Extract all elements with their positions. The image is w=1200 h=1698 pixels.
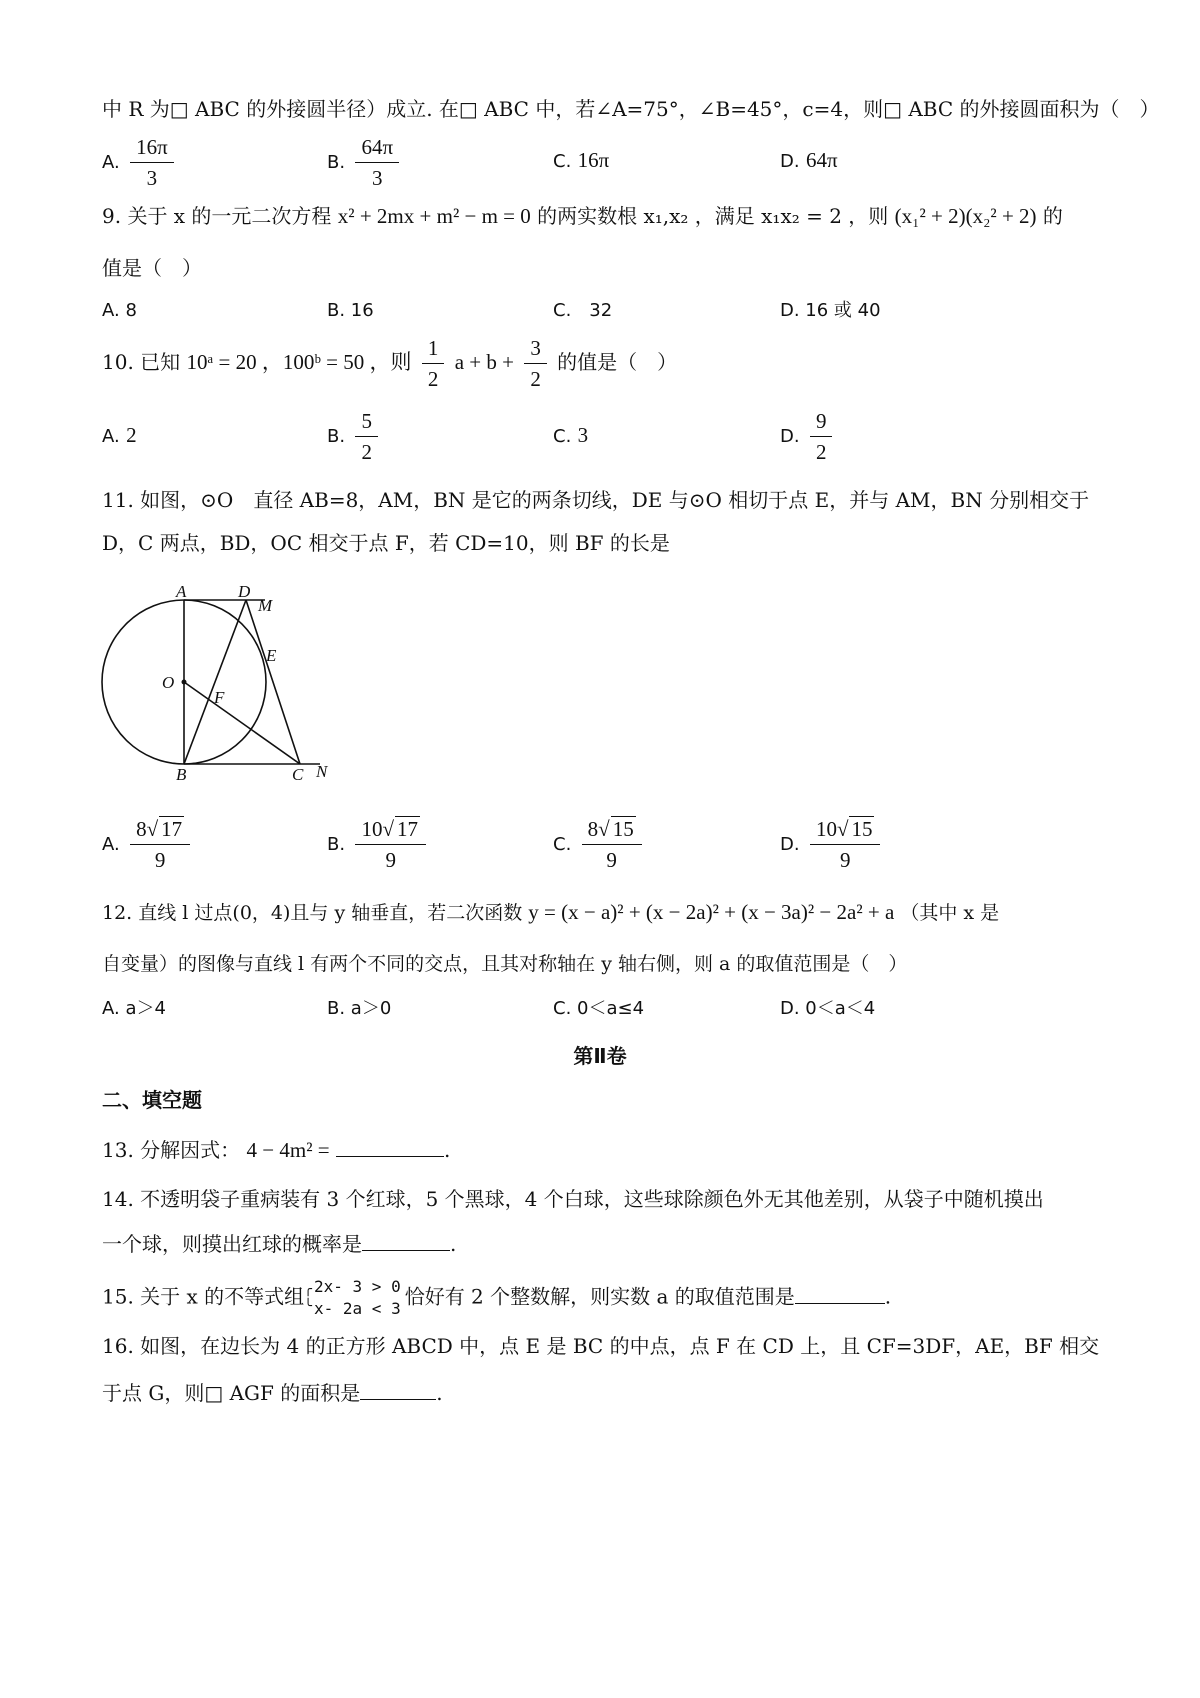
equation: x² + 2mx + m² − m = 0 — [337, 204, 531, 228]
q10-text: 10. 已知 10ᵃ = 20 ，100ᵇ = 50 ，则 $\frac{1}{2}$ a + b + $\frac{3}{2}$ 的值是（ ） — [102, 333, 677, 394]
answer-blank[interactable] — [795, 1281, 885, 1304]
q12-option-d[interactable]: D. 0＜a＜4 — [780, 998, 876, 1019]
q11-option-b[interactable]: B. $\frac{10√ 17}{9}$ — [327, 814, 430, 875]
option-value: 16π — [577, 148, 610, 172]
expression: (x₁² + 2)(x₂² + 2) — [894, 204, 1037, 228]
label-e: E — [266, 646, 277, 665]
q16-text: 16. 如图，在边长为 4 的正方形 ABCD 中，点 E 是 BC 的中点，点 F 在 CD 上，且 CF=3DF，AE，BF 相交 — [102, 1334, 1100, 1358]
q10-option-b[interactable]: B. $\frac{5}{2}$ — [327, 406, 382, 467]
q11-option-c[interactable]: C. $\frac{8√ 15}{9}$ — [553, 814, 646, 875]
brace-symbol: ╭ ╰ — [304, 1282, 312, 1314]
answer-blank[interactable] — [336, 1134, 444, 1157]
answer-blank[interactable] — [362, 1228, 450, 1251]
function-expression: y = (x − a)² + (x − 2a)² + (x − 3a)² − 2a² + a — [528, 900, 895, 924]
fraction: $\frac{1}{2}$ — [422, 333, 445, 394]
segment-bd — [184, 600, 246, 764]
center-dot — [182, 680, 187, 685]
option-letter: D. — [780, 151, 800, 172]
fraction: $\frac{64\pi}{3}$ — [355, 132, 399, 193]
option-value: 64π — [805, 148, 838, 172]
expression: 4 − 4m² = — [246, 1138, 330, 1162]
fraction: $\frac{16\pi}{3}$ — [130, 132, 174, 193]
q12-option-a[interactable]: A. a＞4 — [102, 998, 166, 1019]
q11-option-a[interactable]: A. $\frac{8√ 17}{9}$ — [102, 814, 194, 875]
label-f: F — [214, 688, 225, 707]
q14-text-line2: 一个球，则摸出红球的概率是 . — [102, 1228, 456, 1258]
q11-geometry-figure — [100, 575, 340, 785]
q9-text-line2: 值是（ ） — [102, 256, 202, 280]
label-n: N — [316, 762, 328, 781]
q15-text: 15. 关于 x 的不等式组╭ ╰2x- 3 > 0 x- 2a < 3 恰好有 2 个整数解，则实数 a 的取值范围是 . — [102, 1277, 892, 1318]
q9-text: 9. 关于 x 的一元二次方程 x² + 2mx + m² − m = 0 的两实数根 x₁,x₂ ，满足 x₁x₂ = 2 ，则 (x₁² + 2)(x₂² + 2) 的 — [102, 204, 1063, 228]
label-o: O — [162, 673, 175, 692]
fraction: $\frac{5}{2}$ — [355, 406, 378, 467]
condition: 10ᵃ = 20 ，100ᵇ = 50 ，则 — [186, 350, 412, 374]
q16-text-line2: 于点 G，则□ AGF 的面积是 . — [102, 1377, 443, 1407]
fraction: $\frac{9}{2}$ — [810, 406, 833, 467]
option-letter: A. — [102, 152, 120, 173]
answer-blank[interactable] — [360, 1377, 436, 1400]
q9-option-c[interactable]: C. 32 — [553, 300, 613, 321]
inequality-system: 2x- 3 > 0 x- 2a < 3 — [314, 1277, 401, 1318]
label-b: B — [176, 765, 187, 784]
option-letter: B. — [327, 152, 346, 173]
q8-option-a[interactable] — [102, 132, 178, 193]
q8-option-d[interactable] — [780, 146, 838, 176]
label-m: M — [258, 596, 273, 615]
q11-option-d[interactable]: D. $\frac{10√ 15}{9}$ — [780, 814, 884, 875]
q9-option-a[interactable]: A. 8 — [102, 300, 137, 321]
segment-oc — [184, 682, 300, 764]
section-heading: 二、填空题 — [102, 1088, 202, 1112]
q10-option-d[interactable]: D. $\frac{9}{2}$ — [780, 406, 836, 467]
label-d: D — [238, 582, 251, 601]
fraction: $\frac{8√ 15}{9}$ — [582, 814, 642, 875]
q10-option-a[interactable]: A. 2 — [102, 423, 137, 447]
q13-text: 13. 分解因式： 4 − 4m² = . — [102, 1134, 450, 1164]
label-a: A — [176, 582, 187, 601]
fraction: $\frac{8√ 17}{9}$ — [130, 814, 190, 875]
q12-text-line2: 自变量）的图像与直线 l 有两个不同的交点，且其对称轴在 y 轴右侧，则 a 的取值范围是（ ） — [102, 953, 908, 975]
q11-text: 11. 如图，⊙O 直径 AB=8，AM，BN 是它的两条切线，DE 与⊙O 相切于点 E，并与 AM，BN 分别相交于 — [102, 488, 1090, 512]
q9-option-d[interactable]: D. 16 或 40 — [780, 300, 881, 321]
volume-title: 第Ⅱ卷 — [573, 1044, 627, 1068]
q8-option-c[interactable] — [553, 146, 609, 176]
fraction: $\frac{10√ 17}{9}$ — [355, 814, 426, 875]
q11-text-line2: D，C 两点，BD，OC 相交于点 F，若 CD=10，则 BF 的长是 — [102, 531, 670, 555]
q10-option-c[interactable]: C. 3 — [553, 423, 589, 447]
fraction: $\frac{3}{2}$ — [524, 333, 547, 394]
q12-option-c[interactable]: C. 0＜a≤4 — [553, 998, 645, 1019]
q14-text: 14. 不透明袋子重病装有 3 个红球，5 个黑球，4 个白球，这些球除颜色外无其他差别，从袋子中随机摸出 — [102, 1187, 1044, 1211]
q8-text: 中 R 为□ ABC 的外接圆半径）成立. 在□ ABC 中，若∠A=75°，∠B=45°，c=4，则□ ABC 的外接圆面积为（ ） — [102, 97, 1160, 121]
q12-option-b[interactable]: B. a＞0 — [327, 998, 392, 1019]
fraction: $\frac{10√ 15}{9}$ — [810, 814, 881, 875]
tangent-dc — [246, 600, 300, 764]
q8-option-b[interactable] — [327, 132, 403, 193]
option-letter: C. — [553, 151, 572, 172]
q9-option-b[interactable]: B. 16 — [327, 300, 374, 321]
label-c: C — [292, 765, 304, 784]
q12-text: 12. 直线 l 过点(0，4)且与 y 轴垂直，若二次函数 y = (x − a)² + (x − 2a)² + (x − 3a)² − 2a² + a （其中 x 是 — [102, 900, 1000, 924]
